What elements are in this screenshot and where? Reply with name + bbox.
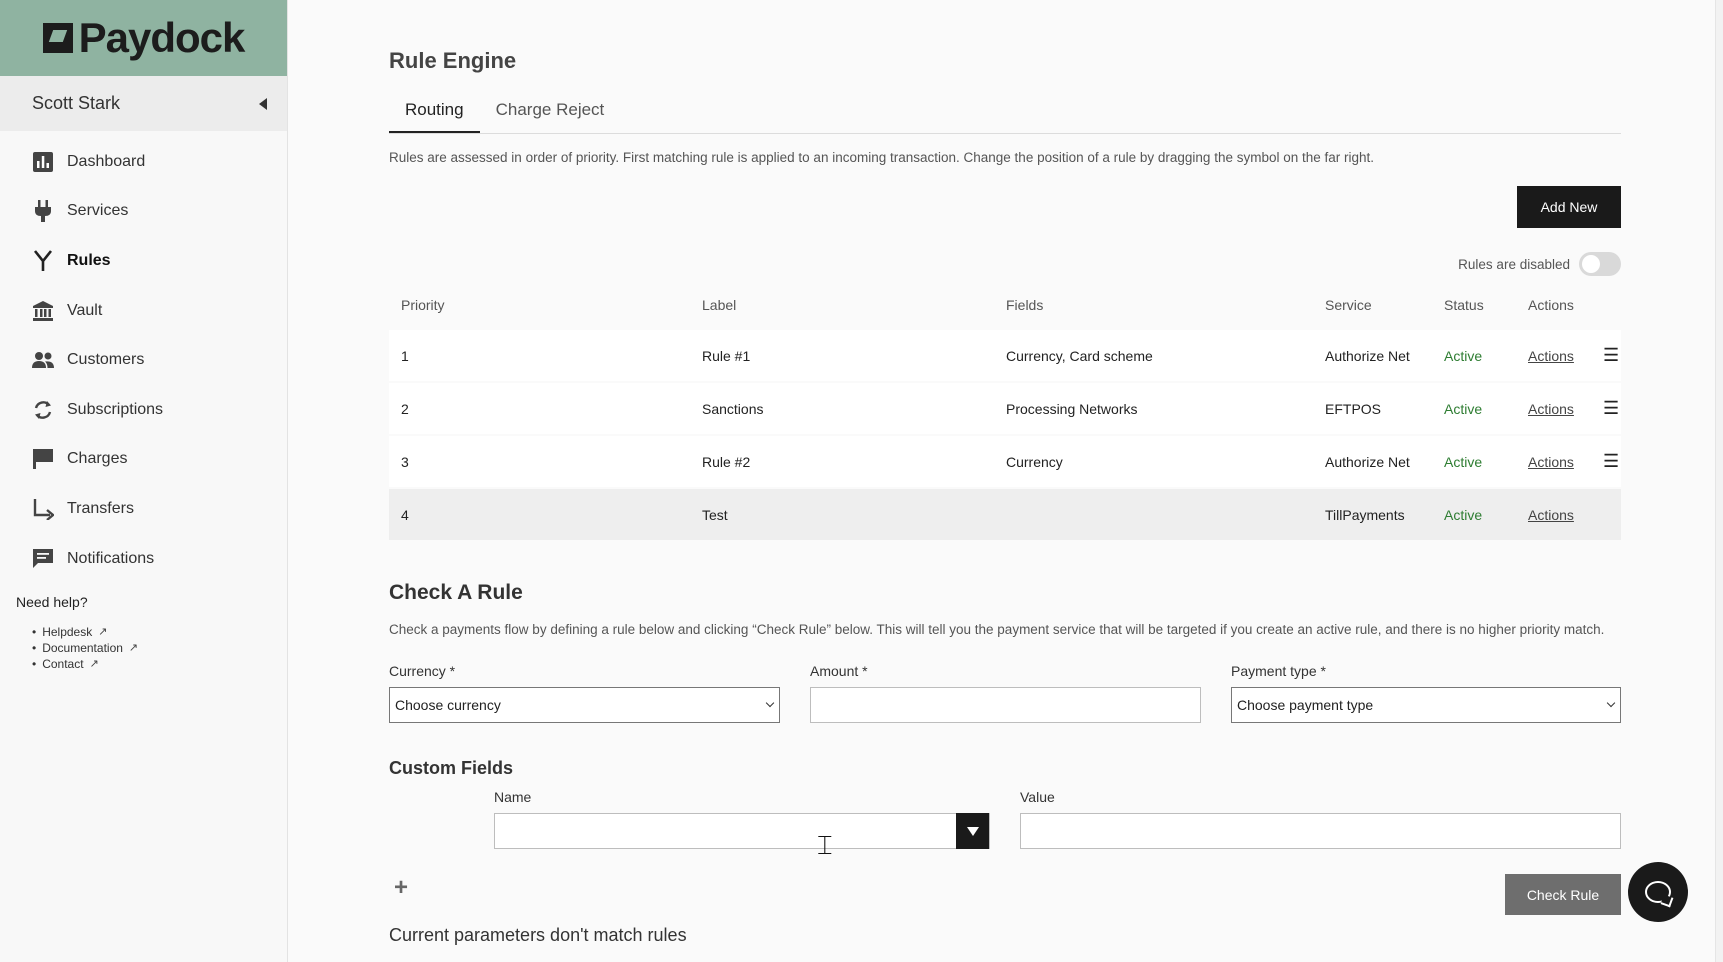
sidebar-item-label: Subscriptions bbox=[67, 400, 164, 418]
rules-toggle-label: Rules are disabled bbox=[1458, 256, 1570, 272]
drag-handle-icon[interactable]: ☰ bbox=[1603, 398, 1620, 418]
refresh-icon bbox=[32, 399, 54, 421]
row-actions-link[interactable]: Actions bbox=[1528, 506, 1574, 523]
sidebar-item-transfers[interactable] bbox=[0, 484, 287, 534]
sidebar-item-subscriptions[interactable] bbox=[0, 385, 287, 435]
user-menu[interactable] bbox=[0, 76, 287, 131]
support-chat-button[interactable] bbox=[1628, 862, 1688, 922]
sidebar-item-customers[interactable] bbox=[0, 335, 287, 385]
amount-label: Amount * bbox=[810, 663, 868, 679]
currency-select[interactable] bbox=[389, 687, 780, 723]
custom-name-input[interactable] bbox=[494, 813, 990, 849]
row-actions-link[interactable]: Actions bbox=[1528, 347, 1574, 364]
contact-link[interactable]: • Contact ↗ bbox=[32, 657, 99, 671]
payment-type-label: Payment type * bbox=[1231, 663, 1326, 679]
sidebar-item-services[interactable] bbox=[0, 187, 287, 237]
row-status: Active bbox=[1444, 506, 1483, 523]
sidebar-item-label: Customers bbox=[67, 351, 145, 369]
fork-icon bbox=[32, 250, 54, 272]
table-row[interactable] bbox=[389, 330, 1621, 381]
row-priority: 4 bbox=[401, 506, 409, 523]
routing-description: Rules are assessed in order of priority. First matching rule is applied to an incoming transaction. Change the position of a rule by dragging the symbol on the far right. bbox=[389, 150, 1375, 165]
header-actions: Actions bbox=[1528, 297, 1574, 313]
user-name: Scott Stark bbox=[32, 93, 121, 113]
sidebar-item-notifications[interactable] bbox=[0, 534, 287, 584]
external-link-icon: ↗ bbox=[89, 658, 99, 670]
row-priority: 2 bbox=[401, 400, 409, 417]
helpdesk-link[interactable]: • Helpdesk ↗ bbox=[32, 625, 108, 639]
collapse-arrow-icon[interactable] bbox=[259, 98, 267, 110]
row-service: Authorize Net bbox=[1325, 453, 1410, 470]
table-header bbox=[389, 292, 1621, 318]
bank-icon bbox=[32, 300, 54, 322]
brand-logo[interactable] bbox=[0, 0, 287, 76]
external-link-icon: ↗ bbox=[98, 626, 108, 638]
documentation-label: Documentation bbox=[42, 641, 123, 655]
external-link-icon: ↗ bbox=[128, 642, 139, 654]
custom-name-dropdown-button[interactable] bbox=[956, 813, 989, 849]
payment-type-select[interactable] bbox=[1231, 687, 1621, 723]
tab-routing[interactable]: Routing bbox=[389, 94, 480, 133]
custom-value-field bbox=[1020, 789, 1621, 849]
header-service: Service bbox=[1325, 297, 1372, 313]
documentation-link[interactable]: • Documentation ↗ bbox=[32, 641, 139, 655]
sidebar-nav bbox=[0, 131, 287, 583]
row-service: Authorize Net bbox=[1325, 347, 1410, 364]
row-fields: Currency, Card scheme bbox=[1006, 347, 1153, 364]
sidebar-item-label: Dashboard bbox=[67, 152, 146, 170]
tab-bar bbox=[389, 94, 1621, 134]
row-label: Rule #2 bbox=[702, 453, 751, 470]
check-rule-title: Check A Rule bbox=[389, 581, 523, 604]
check-rule-button[interactable]: Check Rule bbox=[1505, 874, 1621, 915]
row-label: Test bbox=[702, 506, 728, 523]
row-fields: Processing Networks bbox=[1006, 400, 1138, 417]
add-custom-field-icon[interactable]: + bbox=[394, 874, 409, 901]
table-row[interactable] bbox=[389, 436, 1621, 487]
sidebar-item-label: Rules bbox=[67, 251, 111, 269]
payment-type-select-value: Choose payment type bbox=[1237, 697, 1374, 713]
rules-toggle-row bbox=[1458, 252, 1621, 276]
text-cursor-icon: ⌶ bbox=[817, 830, 833, 860]
sidebar-item-rules[interactable] bbox=[0, 236, 287, 286]
row-actions-link[interactable]: Actions bbox=[1528, 453, 1574, 470]
currency-label: Currency * bbox=[389, 663, 456, 679]
sidebar-item-label: Services bbox=[67, 202, 129, 220]
amount-field bbox=[810, 663, 1201, 723]
custom-value-label: Value bbox=[1020, 789, 1055, 805]
sidebar-item-label: Transfers bbox=[67, 499, 134, 517]
helpdesk-label: Helpdesk bbox=[42, 625, 93, 639]
chat-bubble-icon bbox=[1645, 881, 1671, 903]
sidebar-item-charges[interactable] bbox=[0, 435, 287, 485]
help-title: Need help? bbox=[16, 594, 88, 610]
check-result-text: Current parameters don't match rules bbox=[389, 925, 687, 945]
custom-value-input[interactable] bbox=[1020, 813, 1621, 849]
row-label: Rule #1 bbox=[702, 347, 751, 364]
table-row[interactable] bbox=[389, 489, 1621, 540]
header-fields: Fields bbox=[1006, 297, 1044, 313]
header-label: Label bbox=[702, 297, 737, 313]
help-section bbox=[16, 594, 138, 672]
chat-icon bbox=[32, 548, 54, 570]
sidebar bbox=[0, 0, 288, 962]
custom-fields-title: Custom Fields bbox=[389, 758, 514, 778]
chevron-down-icon bbox=[1607, 699, 1615, 707]
check-rule-description: Check a payments flow by defining a rule below and clicking “Check Rule” below. This will tell you the payment service that will be targeted if you create an active rule, and there is no higher priority match. bbox=[389, 622, 1605, 637]
row-service: EFTPOS bbox=[1325, 400, 1382, 417]
brand-name: Paydock bbox=[78, 14, 245, 61]
currency-select-value: Choose currency bbox=[395, 697, 501, 713]
row-status: Active bbox=[1444, 347, 1483, 364]
header-priority: Priority bbox=[401, 297, 445, 313]
row-priority: 1 bbox=[401, 347, 409, 364]
contact-label: Contact bbox=[42, 657, 84, 671]
triangle-down-icon bbox=[967, 827, 979, 836]
chevron-down-icon bbox=[766, 699, 774, 707]
row-fields: Currency bbox=[1006, 453, 1063, 470]
header-status: Status bbox=[1444, 297, 1484, 313]
plug-icon bbox=[32, 200, 54, 222]
arrow-turn-icon bbox=[32, 498, 54, 520]
sidebar-item-label: Vault bbox=[67, 301, 103, 319]
row-status: Active bbox=[1444, 400, 1483, 417]
paydock-logo-icon bbox=[43, 23, 73, 53]
custom-name-field bbox=[494, 789, 990, 849]
rules-toggle[interactable] bbox=[1579, 252, 1621, 276]
row-priority: 3 bbox=[401, 453, 409, 470]
drag-handle-icon[interactable]: ☰ bbox=[1603, 451, 1620, 471]
amount-input[interactable] bbox=[810, 687, 1201, 723]
row-status: Active bbox=[1444, 453, 1483, 470]
page-title: Rule Engine bbox=[389, 48, 517, 73]
row-actions-link[interactable]: Actions bbox=[1528, 400, 1574, 417]
tab-charge-reject[interactable]: Charge Reject bbox=[495, 100, 605, 119]
table-row[interactable] bbox=[389, 383, 1621, 434]
flag-icon bbox=[32, 448, 54, 470]
currency-field bbox=[389, 663, 780, 723]
page-scrollbar[interactable] bbox=[1715, 0, 1723, 962]
sidebar-item-label: Charges bbox=[67, 450, 128, 468]
add-new-button[interactable]: Add New bbox=[1517, 186, 1621, 228]
drag-handle-icon[interactable]: ☰ bbox=[1603, 345, 1620, 365]
bar-chart-icon bbox=[32, 151, 54, 173]
rules-table bbox=[389, 292, 1621, 542]
custom-name-label: Name bbox=[494, 789, 532, 805]
payment-type-field bbox=[1231, 663, 1621, 723]
sidebar-item-dashboard[interactable] bbox=[0, 137, 287, 187]
sidebar-item-label: Notifications bbox=[67, 549, 155, 567]
people-icon bbox=[32, 349, 54, 371]
row-label: Sanctions bbox=[702, 400, 764, 417]
sidebar-item-vault[interactable] bbox=[0, 286, 287, 336]
row-service: TillPayments bbox=[1325, 506, 1405, 523]
